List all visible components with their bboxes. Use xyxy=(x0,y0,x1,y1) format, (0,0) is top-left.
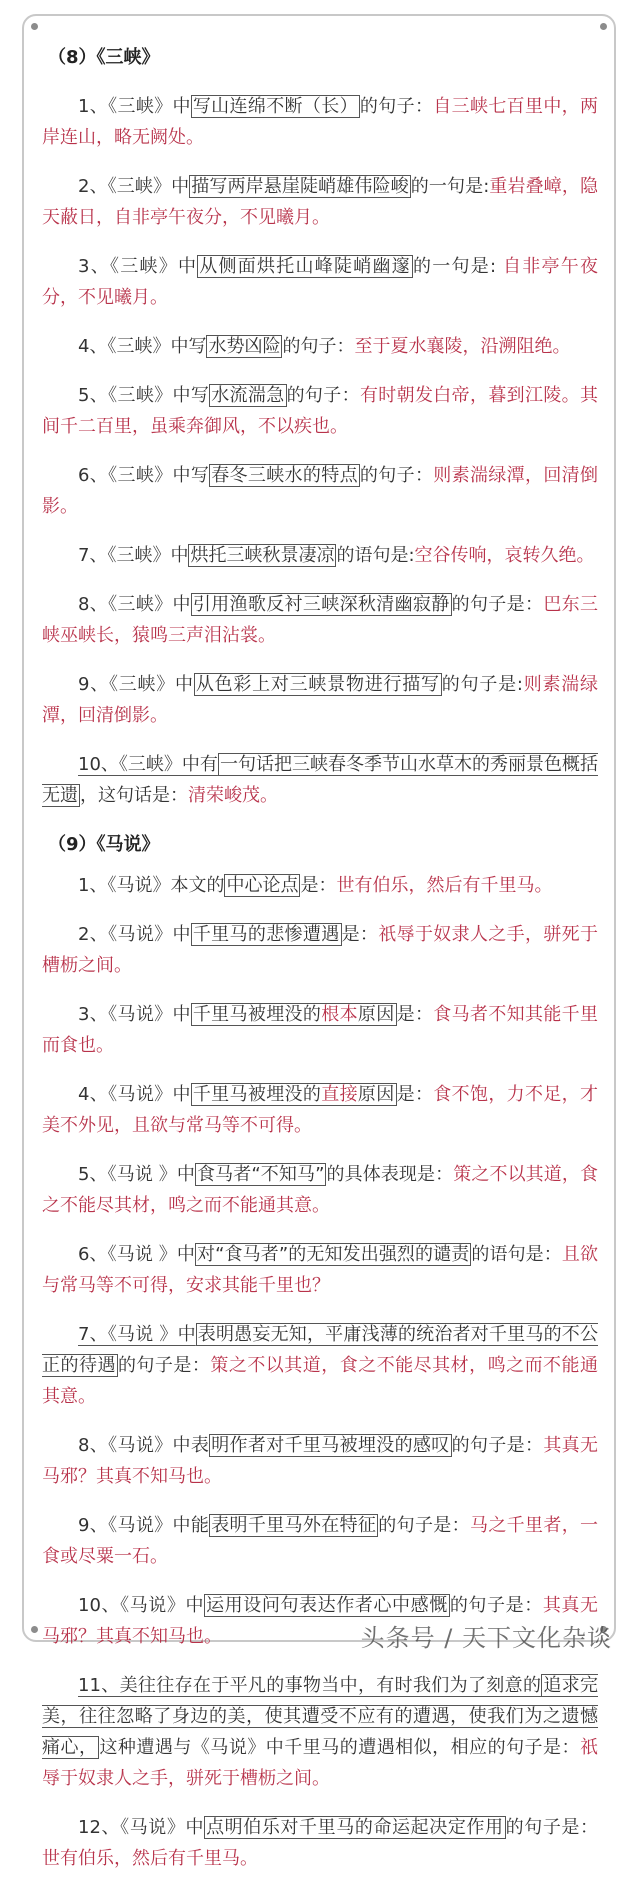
item-prefix: 5、《马说 》中 xyxy=(78,1164,196,1185)
answer-text: 且欲与常马等不可得，安求其能千里也？ xyxy=(42,1244,598,1296)
item-connector: 的句子： xyxy=(359,96,434,117)
sanxia-item-7 xyxy=(42,540,598,571)
key-phrase-box: 表明愚妄无知，平庸浅薄的统治者对千里马的不公正的待遇 xyxy=(42,1324,598,1376)
item-prefix: 3、《三峡》中 xyxy=(78,256,198,277)
item-prefix: 4、《三峡》中写 xyxy=(78,336,207,357)
mashuo-item-5 xyxy=(42,1159,598,1221)
answer-text: 清荣峻茂。 xyxy=(188,785,278,806)
key-phrase-part: 千里马被埋没的 xyxy=(192,1084,322,1105)
key-phrase-box: 描写两岸悬崖陡峭雄伟险峻 xyxy=(191,176,409,197)
key-phrase-box: 从侧面烘托山峰陡峭幽邃 xyxy=(199,256,411,277)
item-prefix: 7、《马说 》中 xyxy=(78,1324,196,1345)
item-connector: 是： xyxy=(300,875,337,896)
answer-text: 马之千里者，一食或尽粟一石。 xyxy=(42,1515,599,1567)
key-phrase-box: 水流湍急 xyxy=(211,385,285,406)
item-prefix: 3、《马说》中 xyxy=(78,1004,191,1025)
answer-text: 空谷传响，哀转久绝。 xyxy=(414,545,595,566)
answer-text: 食马者不知其能千里而食也。 xyxy=(42,1004,599,1056)
key-phrase-highlight: 直接 xyxy=(321,1084,358,1105)
answer-text: 祇辱于奴隶人之手，骈死于槽枥之间。 xyxy=(42,924,599,976)
section-title-mashuo: （9）《马说》 xyxy=(48,834,160,855)
item-connector: 的句子： xyxy=(286,385,360,406)
section-title-sanxia: （8）《三峡》 xyxy=(48,47,160,68)
key-phrase-box: 一句话把三峡春冬季节山水草木的秀丽景色概括无遗 xyxy=(42,754,599,806)
item-connector: 这种遭遇与《马说》中千里马的遭遇相似，相应的句子是： xyxy=(99,1737,581,1758)
key-phrase-part: 原因 xyxy=(357,1004,395,1025)
item-connector: 的句子是： xyxy=(449,1595,543,1616)
key-phrase-box: 春冬三峡水的特点 xyxy=(211,465,358,486)
key-phrase-box: 千里马的悲惨遭遇 xyxy=(192,924,340,945)
key-phrase-part: 千里马被埋没的 xyxy=(192,1004,322,1025)
mashuo-item-11 xyxy=(42,1670,598,1794)
corner-dot xyxy=(31,1626,38,1633)
item-prefix: 11、美往往存在于平凡的事物当中，有时我们为了刻意的 xyxy=(78,1675,542,1696)
answer-text: 巴东三峡巫峡长，猿鸣三声泪沾裳。 xyxy=(42,594,599,646)
mashuo-item-7 xyxy=(42,1319,598,1412)
sanxia-item-8 xyxy=(42,589,598,651)
mashuo-item-8 xyxy=(42,1430,598,1492)
answer-text: 其真无马邪？其真不知马也。 xyxy=(42,1435,599,1487)
sanxia-item-6 xyxy=(42,460,598,522)
item-prefix: 6、《马说 》中 xyxy=(78,1244,196,1265)
answer-text: 世有伯乐，然后有千里马。 xyxy=(336,875,553,896)
item-prefix: 10、《马说》中 xyxy=(78,1595,205,1616)
answer-text: 食不饱，力不足，才美不外见，且欲与常马等不可得。 xyxy=(42,1084,599,1136)
item-prefix: 9、《马说》中能 xyxy=(78,1515,210,1536)
item-connector: 的具体表现是： xyxy=(326,1164,454,1185)
item-connector: 的句子是： xyxy=(505,1817,599,1838)
key-phrase-box: 食马者“不知马” xyxy=(197,1164,325,1185)
answer-text: 世有伯乐，然后有千里马。 xyxy=(42,1848,258,1869)
item-prefix: 8、《马说》中表 xyxy=(78,1435,210,1456)
answer-text: 有时朝发白帝，暮到江陵。其间千二百里，虽乘奔御风，不以疾也。 xyxy=(42,385,599,437)
sanxia-item-2 xyxy=(42,171,598,233)
item-prefix: 2、《三峡》中 xyxy=(78,176,190,197)
item-prefix: 12、《马说》中 xyxy=(78,1817,205,1838)
mashuo-item-3 xyxy=(42,999,598,1061)
corner-dot xyxy=(600,23,607,30)
item-prefix: 9、《三峡》中 xyxy=(78,674,194,695)
mashuo-item-12 xyxy=(42,1812,598,1874)
answer-text: 祇辱于奴隶人之手，骈死于槽枥之间。 xyxy=(42,1737,599,1789)
key-phrase-box: 明作者对千里马被埋没的感叹 xyxy=(211,1435,450,1456)
key-phrase-box xyxy=(191,1003,397,1026)
key-phrase-box: 从色彩上对三峡景物进行描写 xyxy=(195,674,440,695)
item-connector: 的一句是: xyxy=(410,176,490,197)
item-prefix: 5、《三峡》中写 xyxy=(78,385,210,406)
key-phrase-box: 表明千里马外在特征 xyxy=(211,1515,377,1536)
item-prefix: 1、《三峡》中 xyxy=(78,96,191,117)
sanxia-item-5 xyxy=(42,380,598,442)
answer-text: 策之不以其道，食之不能尽其材，鸣之而不能通其意。 xyxy=(42,1355,599,1407)
document-content xyxy=(42,42,598,1892)
item-prefix: 4、《马说》中 xyxy=(78,1084,191,1105)
key-phrase-box: 中心论点 xyxy=(226,875,299,896)
item-connector: 的句子是： xyxy=(451,1435,544,1456)
item-connector: 的句子是： xyxy=(117,1355,211,1376)
key-phrase-box: 运用设问句表达作者心中感慨 xyxy=(206,1595,448,1616)
mashuo-item-9 xyxy=(42,1510,598,1572)
answer-text: 至于夏水襄陵，沿溯阻绝。 xyxy=(354,336,571,357)
key-phrase-box: 写山连绵不断（长） xyxy=(192,96,358,117)
item-connector: 是： xyxy=(396,1004,434,1025)
answer-text: 则素湍绿潭，回清倒影。 xyxy=(42,465,599,517)
item-connector: ，这句话是： xyxy=(80,785,188,806)
mashuo-item-2 xyxy=(42,919,598,981)
answer-text: 其真无马邪？其真不知马也。 xyxy=(42,1595,599,1647)
answer-text: 自三峡七百里中，两岸连山，略无阙处。 xyxy=(42,96,599,148)
key-phrase-box: 水势凶险 xyxy=(208,336,281,357)
item-connector: 的句子是: xyxy=(441,674,523,695)
item-prefix: 8、《三峡》中 xyxy=(78,594,191,615)
key-phrase-part: 原因 xyxy=(357,1084,395,1105)
answer-text: 重岩叠嶂，隐天蔽日，自非亭午夜分，不见曦月。 xyxy=(42,176,598,228)
key-phrase-box xyxy=(191,1083,397,1106)
item-connector: 的句子是： xyxy=(378,1515,470,1536)
key-phrase-box: 引用渔歌反衬三峡深秋清幽寂静 xyxy=(192,594,450,615)
key-phrase-box: 烘托三峡秋景凄凉 xyxy=(190,545,335,566)
key-phrase-box: 点明伯乐对千里马的命运起决定作用 xyxy=(206,1817,504,1838)
sanxia-item-10 xyxy=(42,749,598,811)
item-connector: 是： xyxy=(396,1084,434,1105)
sanxia-item-9 xyxy=(42,669,598,731)
key-phrase-highlight: 根本 xyxy=(321,1004,358,1025)
item-connector: 的句子是： xyxy=(451,594,544,615)
answer-text: 策之不以其道，食之不能尽其材，鸣之而不能通其意。 xyxy=(42,1164,598,1216)
item-prefix: 10、《三峡》中有 xyxy=(78,754,218,775)
answer-text: 自非亭午夜分，不见曦月。 xyxy=(42,256,598,308)
item-connector: 的一句是: xyxy=(412,256,503,277)
mashuo-item-1 xyxy=(42,870,598,901)
watermark: 头条号 / 天下文化杂谈 xyxy=(360,1624,612,1652)
key-phrase-box: 追求完美，往往忽略了身边的美，使其遭受不应有的遭遇，使我们为之遗憾痛心， xyxy=(42,1675,599,1758)
mashuo-item-6 xyxy=(42,1239,598,1301)
sanxia-item-1 xyxy=(42,91,598,153)
item-connector: 的句子： xyxy=(282,336,355,357)
item-connector: 的句子： xyxy=(359,465,434,486)
sanxia-item-3 xyxy=(42,251,598,313)
item-connector: 是： xyxy=(341,924,379,945)
item-prefix: 2、《马说》中 xyxy=(78,924,191,945)
answer-text: 则素湍绿潭，回清倒影。 xyxy=(42,674,599,726)
item-connector: 的语句是: xyxy=(336,545,415,566)
sanxia-item-4 xyxy=(42,331,598,362)
corner-dot xyxy=(31,23,38,30)
item-prefix: 7、《三峡》中 xyxy=(78,545,189,566)
item-prefix: 6、《三峡》中写 xyxy=(78,465,210,486)
item-connector: 的语句是： xyxy=(471,1244,562,1265)
mashuo-item-4 xyxy=(42,1079,598,1141)
item-prefix: 1、《马说》本文的 xyxy=(78,875,225,896)
key-phrase-box: 对“食马者”的无知发出强烈的谴责 xyxy=(197,1244,470,1265)
